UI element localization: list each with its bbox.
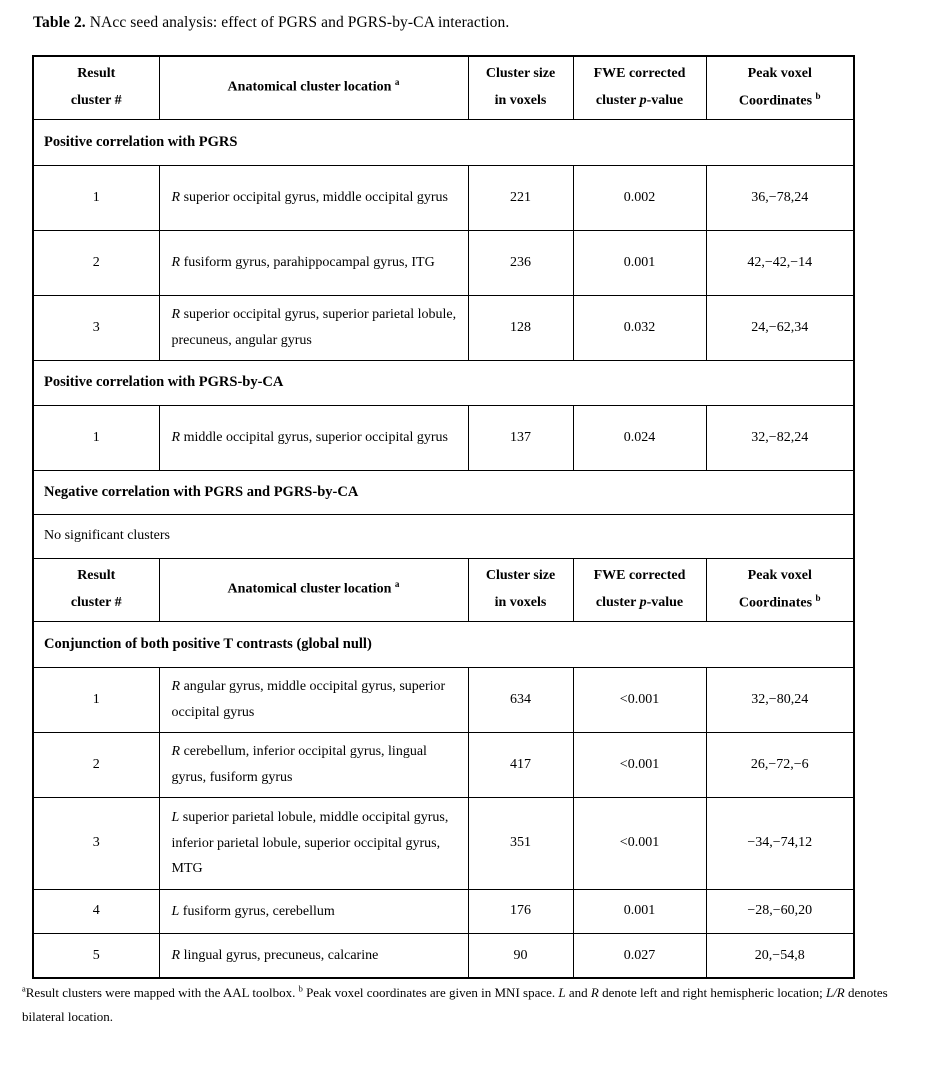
section-heading-row (33, 621, 854, 667)
hemisphere-label: L (171, 903, 180, 919)
location-cell: R cerebellum, inferior occipital gyrus, lingual gyrus, fusiform gyrus (159, 732, 468, 797)
cluster-number-cell: 4 (33, 889, 159, 933)
footnote-marker-a: a (22, 983, 26, 994)
cluster-size-cell: 176 (468, 889, 573, 933)
coordinates-cell: 32,−80,24 (706, 667, 854, 732)
table-caption-text: NAcc seed analysis: effect of PGRS and PGRS-by-CA interaction. (85, 14, 510, 31)
table-row (33, 797, 854, 889)
cluster-size-cell: 634 (468, 667, 573, 732)
header-location: Anatomical cluster location $^a$ (159, 56, 468, 119)
p-value-cell: <0.001 (573, 797, 706, 889)
table-footnote: $^a$Result clusters were mapped with the AAL toolbox. $^b$ Peak voxel coordinates are given in MNI space. L and R denote left and right hemispheric location; L/R denotes bilateral location. (22, 983, 888, 1025)
footnote-marker-b: b (298, 983, 303, 994)
hemisphere-label: R (171, 255, 181, 271)
location-cell: R fusiform gyrus, parahippocampal gyrus, ITG (159, 230, 468, 295)
location-cell: R lingual gyrus, precuneus, calcarine (159, 933, 468, 978)
results-table (32, 55, 855, 979)
table-row (33, 295, 854, 360)
cluster-size-cell: 90 (468, 933, 573, 978)
cluster-number-cell: 2 (33, 732, 159, 797)
hemisphere-label: R (171, 947, 181, 963)
section-heading-row (33, 119, 854, 165)
section-heading: Conjunction of both positive T contrasts (global null) (33, 621, 854, 667)
header-cluster-size: Cluster size in voxels (468, 558, 573, 621)
cluster-size-cell: 417 (468, 732, 573, 797)
hemisphere-label: R (171, 190, 181, 206)
cluster-size-cell: 221 (468, 165, 573, 230)
header-result-cluster: Result cluster # (33, 56, 159, 119)
table-caption-label: Table 2. (33, 14, 86, 31)
cluster-number-cell: 1 (33, 165, 159, 230)
header-coordinates: Peak voxel Coordinates $^b$ (706, 56, 854, 119)
hemisphere-label: R (171, 307, 181, 323)
coordinates-cell: 42,−42,−14 (706, 230, 854, 295)
cluster-number-cell: 3 (33, 295, 159, 360)
section-heading: Negative correlation with PGRS and PGRS-by-CA (33, 470, 854, 514)
no-clusters-note: No significant clusters (33, 514, 854, 558)
location-cell: R superior occipital gyrus, middle occipital gyrus (159, 165, 468, 230)
header-cluster-size: Cluster size in voxels (468, 56, 573, 119)
p-value-cell: 0.024 (573, 405, 706, 470)
table-row (33, 230, 854, 295)
table-header-row (33, 56, 854, 119)
section-heading-row (33, 470, 854, 514)
cluster-number-cell: 2 (33, 230, 159, 295)
coordinates-cell: 26,−72,−6 (706, 732, 854, 797)
cluster-number-cell: 1 (33, 405, 159, 470)
no-clusters-row (33, 514, 854, 558)
p-value-cell: <0.001 (573, 667, 706, 732)
p-value-cell: <0.001 (573, 732, 706, 797)
location-cell: L fusiform gyrus, cerebellum (159, 889, 468, 933)
header-p-value: FWE corrected cluster p-value (573, 56, 706, 119)
p-value-cell: 0.001 (573, 889, 706, 933)
table-row (33, 165, 854, 230)
coordinates-cell: 32,−82,24 (706, 405, 854, 470)
cluster-number-cell: 3 (33, 797, 159, 889)
coordinates-cell: 20,−54,8 (706, 933, 854, 978)
table-row (33, 732, 854, 797)
table-row (33, 933, 854, 978)
header-coordinates: Peak voxel Coordinates $^b$ (706, 558, 854, 621)
table-row (33, 667, 854, 732)
hemisphere-label: R (171, 430, 181, 446)
hemisphere-label: R (171, 679, 181, 695)
footnote-marker-b: b (815, 90, 821, 101)
p-value-cell: 0.001 (573, 230, 706, 295)
cluster-size-cell: 236 (468, 230, 573, 295)
location-cell: R middle occipital gyrus, superior occipital gyrus (159, 405, 468, 470)
section-heading: Positive correlation with PGRS (33, 119, 854, 165)
p-value-cell: 0.002 (573, 165, 706, 230)
coordinates-cell: 24,−62,34 (706, 295, 854, 360)
location-cell: L superior parietal lobule, middle occipital gyrus, inferior parietal lobule, superior occipital gyrus, MTG (159, 797, 468, 889)
hemisphere-label: R (171, 744, 181, 760)
coordinates-cell: 36,−78,24 (706, 165, 854, 230)
table-caption (33, 14, 509, 32)
table-header-row (33, 558, 854, 621)
cluster-number-cell: 5 (33, 933, 159, 978)
cluster-number-cell: 1 (33, 667, 159, 732)
p-value-cell: 0.032 (573, 295, 706, 360)
coordinates-cell: −34,−74,12 (706, 797, 854, 889)
header-p-value: FWE corrected cluster p-value (573, 558, 706, 621)
hemisphere-label: L (171, 810, 180, 826)
cluster-size-cell: 128 (468, 295, 573, 360)
footnote-marker-b: b (815, 592, 821, 603)
header-location: Anatomical cluster location $^a$ (159, 558, 468, 621)
table-row (33, 405, 854, 470)
cluster-size-cell: 351 (468, 797, 573, 889)
location-cell: R superior occipital gyrus, superior parietal lobule, precuneus, angular gyrus (159, 295, 468, 360)
footnote-marker-a: a (394, 77, 400, 88)
section-heading-row (33, 360, 854, 405)
coordinates-cell: −28,−60,20 (706, 889, 854, 933)
footnote-marker-a: a (394, 579, 400, 590)
p-value-cell: 0.027 (573, 933, 706, 978)
table-row (33, 889, 854, 933)
cluster-size-cell: 137 (468, 405, 573, 470)
header-result-cluster: Result cluster # (33, 558, 159, 621)
location-cell: R angular gyrus, middle occipital gyrus, superior occipital gyrus (159, 667, 468, 732)
section-heading: Positive correlation with PGRS-by-CA (33, 360, 854, 405)
